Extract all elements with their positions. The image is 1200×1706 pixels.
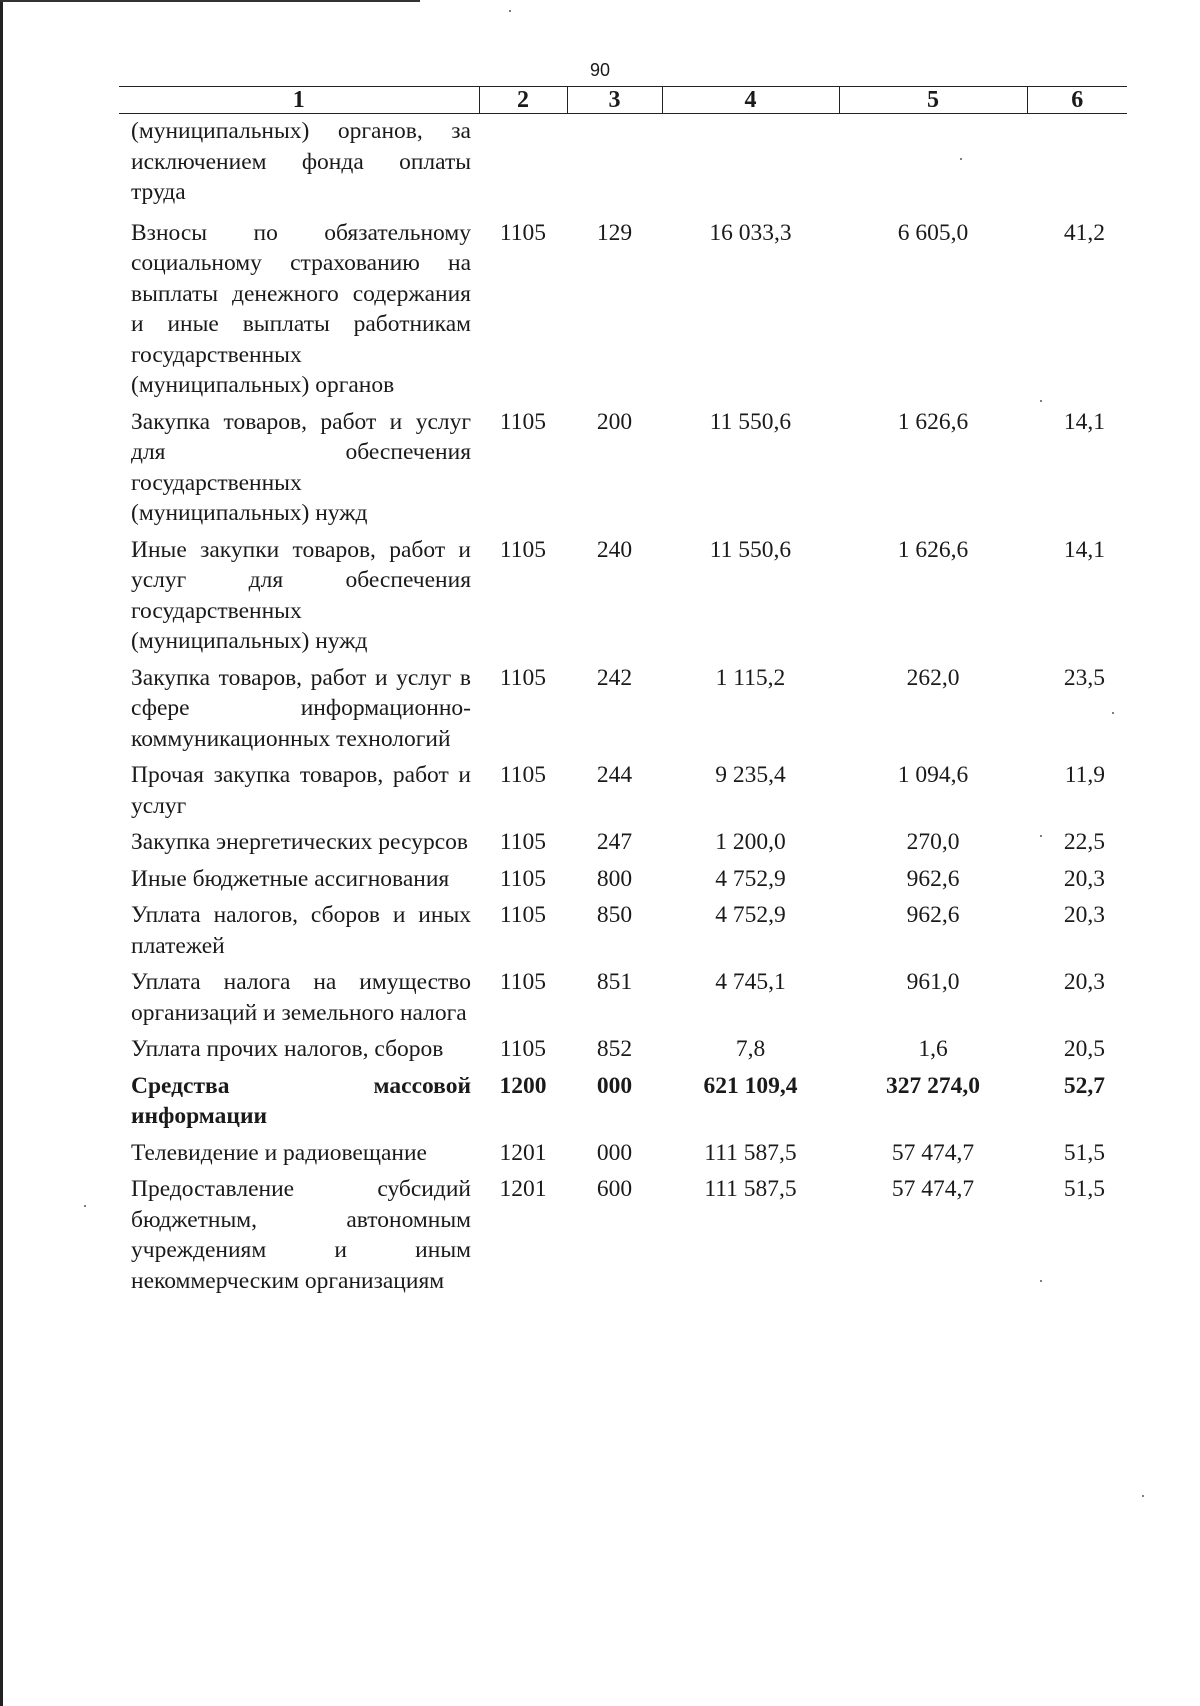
row-actual-cell: 1 626,6	[897, 536, 969, 563]
row-section-code-cell: 1105	[499, 902, 547, 928]
row-actual-cell: 6 605,0	[897, 219, 969, 246]
table-row	[119, 967, 1127, 1034]
row-percent-cell: 11,9	[1064, 762, 1105, 788]
scan-speck	[1112, 712, 1114, 714]
row-plan-cell: 4 752,9	[715, 902, 786, 928]
row-percent-cell: 51,5	[1063, 1139, 1105, 1166]
row-name-cell: Закупка товаров, работ и услуг в сфере информационно-коммуникационных технологий	[131, 664, 471, 752]
table-row	[119, 900, 1127, 967]
row-section-code-cell: 1105	[499, 865, 547, 892]
row-expense-code-cell: 244	[596, 762, 633, 788]
row-actual-cell: 961,0	[906, 969, 960, 995]
row-actual-cell	[839, 114, 1027, 218]
row-plan-cell: 1 115,2	[715, 664, 786, 691]
row-expense-code-cell: 000	[596, 1139, 633, 1166]
table-row	[119, 1071, 1127, 1138]
scan-top-edge	[0, 0, 420, 2]
row-expense-code-cell: 600	[596, 1176, 633, 1202]
row-name-cell: Закупка товаров, работ и услуг для обеспечения государственных (муниципальных) нужд	[131, 408, 471, 526]
row-actual-cell: 327 274,0	[886, 1072, 980, 1099]
header-row	[119, 87, 1127, 114]
row-plan-cell: 621 109,4	[703, 1072, 798, 1099]
table-row	[119, 864, 1127, 901]
row-expense-code-cell: 851	[596, 969, 633, 995]
row-actual-cell: 57 474,7	[891, 1139, 975, 1166]
row-section-code-cell: 1105	[499, 762, 547, 788]
row-percent-cell: 20,3	[1063, 969, 1105, 995]
row-name-cell: Иные закупки товаров, работ и услуг для обеспечения государственных (муниципальных) нужд	[131, 536, 471, 654]
row-section-code-cell: 1105	[499, 408, 547, 435]
row-percent-cell: 20,3	[1063, 865, 1105, 892]
row-name-cell: Уплата налогов, сборов и иных платежей	[131, 902, 471, 959]
column-header-1: 1	[119, 87, 479, 114]
row-actual-cell: 962,6	[906, 902, 960, 928]
table-row	[119, 663, 1127, 761]
row-percent-cell: 14,1	[1063, 408, 1105, 435]
scan-speck	[84, 1205, 86, 1207]
row-plan-cell: 4 745,1	[715, 969, 786, 995]
scan-speck	[509, 10, 511, 12]
row-plan-cell: 111 587,5	[704, 1176, 797, 1202]
row-plan-cell: 11 550,6	[709, 536, 792, 563]
scan-speck	[1040, 400, 1042, 402]
row-plan-cell: 7,8	[735, 1036, 766, 1062]
table-row	[119, 535, 1127, 663]
table-row	[119, 760, 1127, 827]
row-name-cell: Иные бюджетные ассигнования	[131, 865, 450, 892]
row-name-cell: Телевидение и радиовещание	[131, 1139, 427, 1166]
table-header	[119, 87, 1127, 114]
scan-speck	[1142, 1495, 1144, 1497]
row-section-code-cell: 1200	[499, 1072, 547, 1099]
row-section-code-cell: 1105	[499, 829, 547, 855]
row-name-cell: Средства массовой информации	[131, 1072, 471, 1129]
table-body	[119, 114, 1127, 1303]
row-name-cell: Предоставление субсидий бюджетным, автономным учреждениям и иным некоммерческим организациям	[131, 1176, 471, 1294]
row-plan-cell: 16 033,3	[709, 219, 792, 246]
row-percent-cell: 14,1	[1063, 536, 1105, 563]
row-actual-cell: 262,0	[906, 664, 960, 691]
row-percent-cell	[1027, 114, 1127, 218]
table-row	[119, 1034, 1127, 1071]
row-percent-cell: 52,7	[1063, 1072, 1105, 1099]
row-name-cell: Уплата налога на имущество организаций и земельного налога	[131, 969, 471, 1026]
page-number: 90	[589, 60, 611, 80]
row-actual-cell: 962,6	[906, 865, 960, 892]
row-percent-cell: 23,5	[1063, 664, 1105, 691]
row-section-code-cell: 1105	[499, 969, 547, 995]
row-expense-code-cell: 240	[596, 536, 633, 563]
row-plan-cell: 4 752,9	[715, 865, 786, 892]
row-section-code-cell: 1201	[499, 1176, 547, 1202]
row-section-code-cell	[479, 114, 567, 218]
row-expense-code-cell: 000	[596, 1072, 633, 1099]
table-row	[119, 827, 1127, 864]
row-plan-cell: 11 550,6	[709, 408, 792, 435]
row-section-code-cell: 1105	[499, 536, 547, 563]
row-name-cell: Уплата прочих налогов, сборов	[131, 1036, 444, 1062]
column-header-5: 5	[839, 87, 1027, 114]
row-expense-code-cell: 242	[596, 664, 633, 691]
row-section-code-cell: 1105	[499, 219, 547, 246]
row-percent-cell: 41,2	[1063, 219, 1105, 246]
row-actual-cell: 270,0	[906, 829, 960, 855]
row-percent-cell: 22,5	[1063, 829, 1105, 855]
row-name-cell: (муниципальных) органов, за исключением фонда оплаты труда	[131, 118, 471, 205]
table-row	[119, 114, 1127, 218]
row-percent-cell: 51,5	[1063, 1176, 1105, 1202]
column-header-6: 6	[1027, 87, 1127, 114]
column-header-3: 3	[567, 87, 662, 114]
row-plan-cell: 9 235,4	[715, 762, 786, 788]
row-section-code-cell: 1105	[499, 664, 547, 691]
table-row	[119, 1138, 1127, 1175]
scan-speck	[960, 158, 962, 160]
scan-speck	[1040, 1280, 1042, 1282]
table-row	[119, 407, 1127, 535]
row-actual-cell: 57 474,7	[891, 1176, 975, 1202]
row-expense-code-cell: 247	[596, 829, 633, 855]
row-plan-cell: 111 587,5	[704, 1139, 797, 1166]
row-percent-cell: 20,3	[1063, 902, 1105, 928]
row-actual-cell: 1,6	[918, 1036, 948, 1062]
row-plan-cell: 1 200,0	[715, 829, 786, 855]
row-percent-cell: 20,5	[1063, 1036, 1105, 1062]
table-row	[119, 1174, 1127, 1302]
row-expense-code-cell: 129	[596, 219, 633, 246]
row-expense-code-cell: 200	[596, 408, 633, 435]
column-header-2: 2	[479, 87, 567, 114]
row-actual-cell: 1 626,6	[897, 408, 969, 435]
table-row	[119, 218, 1127, 407]
row-section-code-cell: 1105	[499, 1036, 547, 1062]
row-expense-code-cell: 850	[596, 902, 633, 928]
row-plan-cell	[662, 114, 839, 218]
column-header-4: 4	[662, 87, 839, 114]
row-expense-code-cell: 800	[596, 865, 633, 892]
scan-left-edge	[0, 0, 3, 1706]
scan-speck	[1040, 835, 1042, 837]
row-expense-code-cell	[567, 114, 662, 218]
row-expense-code-cell: 852	[596, 1036, 633, 1062]
row-name-cell: Закупка энергетических ресурсов	[131, 829, 468, 855]
row-actual-cell: 1 094,6	[897, 762, 969, 788]
budget-table	[119, 86, 1127, 1302]
row-section-code-cell: 1201	[499, 1139, 547, 1166]
row-name-cell: Прочая закупка товаров, работ и услуг	[131, 762, 471, 819]
row-name-cell: Взносы по обязательному социальному страхованию на выплаты денежного содержания и иные выплаты работникам государственных (муниципальных) органов	[131, 219, 471, 398]
